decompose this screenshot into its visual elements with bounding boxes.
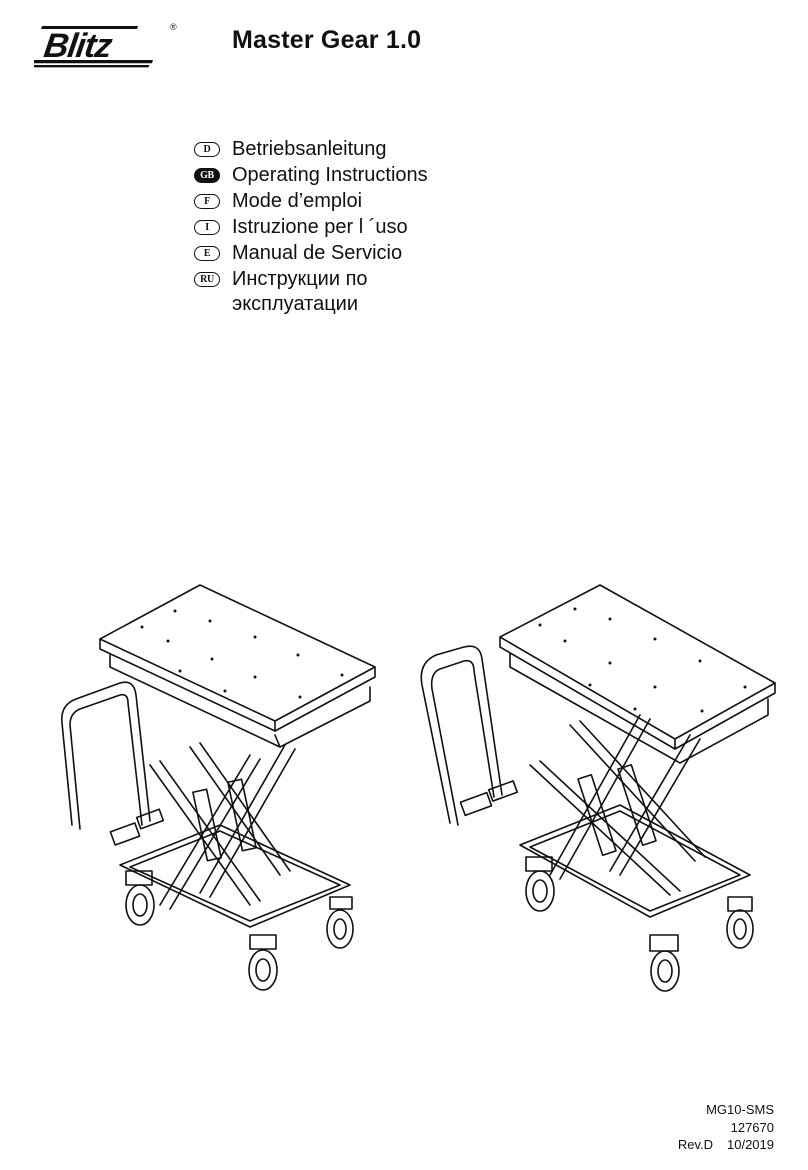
caster-wheel [526,857,554,911]
language-label: Инструкции по [232,268,368,290]
language-item-de [194,136,428,162]
caster-wheel [249,935,277,990]
language-item-fr [194,188,428,214]
caster-wheel [727,897,753,948]
language-item-ru [194,266,428,292]
language-item-it [194,214,428,240]
language-item-es [194,240,428,266]
model-number: MG10-SMS [706,1102,774,1117]
part-number: 127670 [730,1119,774,1135]
language-code-badge: I [194,220,220,235]
caster-wheel [650,935,679,991]
language-label: Betriebsanleitung [232,138,387,160]
document-info [678,1101,774,1154]
language-code-badge: RU [194,272,220,287]
language-label: Mode d’emploi [232,190,363,212]
language-label: Manual de Servicio [232,242,403,264]
revision-date: 10/2019 [727,1137,774,1152]
language-item-gb [194,162,428,188]
language-label: Istruzione per l ´uso [232,216,408,238]
logo-wordmark: Blitz [41,27,114,65]
language-code-badge: D [194,142,220,157]
revision: Rev.D [677,1137,713,1152]
revision-line [678,1136,774,1154]
language-code-badge: GB [194,168,220,183]
blitz-logo [34,20,184,74]
language-code-badge: F [194,194,220,209]
language-list [194,136,428,315]
language-label-continuation: эксплуатации [232,293,358,315]
product-illustrations [50,575,780,1005]
registered-mark: ® [170,22,177,32]
language-code-badge: E [194,246,220,261]
document-title: Master Gear 1.0 [232,26,422,54]
scissor-lift-table-raised-icon [421,585,775,991]
scissor-lift-table-lowered-icon [62,585,375,990]
caster-wheel [327,897,353,948]
language-label: Operating Instructions [232,164,428,186]
